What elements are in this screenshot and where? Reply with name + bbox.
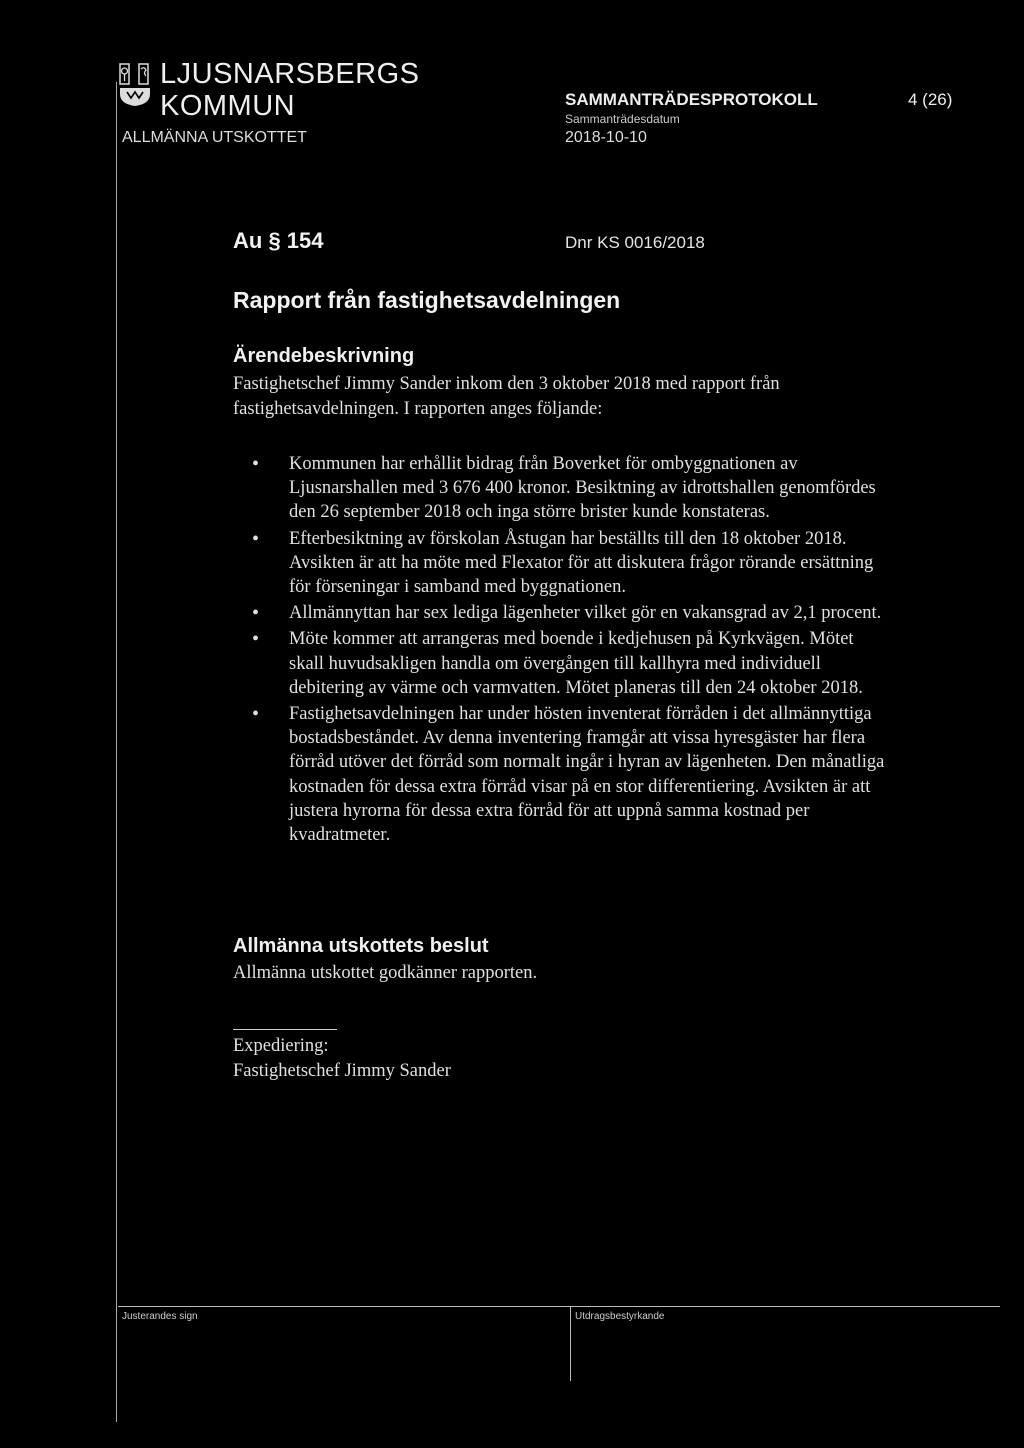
document-type: SAMMANTRÄDESPROTOKOLL — [565, 90, 818, 109]
decision-text: Allmänna utskottet godkänner rapporten. — [233, 963, 538, 983]
list-item: • Kommunen har erhållit bidrag från Boverket för ombyggnationen av Ljusnarshallen med 3 676 400 kronor. Besiktning av idrottshallen genomfördes den 26 september 2018 och inga större brister kunde konstateras. — [252, 452, 892, 525]
paragraph-number: Au § 154 — [233, 228, 324, 253]
page-title: Rapport från fastighetsavdelningen — [233, 287, 621, 313]
list-item: • Möte kommer att arrangeras med boende i kedjehusen på Kyrkvägen. Mötet skall huvudsakligen handla om övergången till kallhyra med individuell debitering av värme och varmvatten. Mötet planeras till den 24 oktober 2018. — [252, 627, 892, 700]
dispatch-recipient: Fastighetschef Jimmy Sander — [233, 1061, 451, 1081]
department-name: ALLMÄNNA UTSKOTTET — [122, 129, 307, 146]
list-item: • Efterbesiktning av förskolan Åstugan har beställts till den 18 oktober 2018. Avsikten är att ha möte med Flexator för att diskutera frågor rörande ersättning för förseningar i samband med byggnationen. — [252, 527, 892, 600]
page-number: 4 (26) — [908, 90, 953, 109]
signature-box-label: Justerandes sign — [122, 1311, 198, 1322]
certification-box-label: Utdragsbestyrkande — [575, 1311, 665, 1322]
list-item: • Allmännyttan har sex lediga lägenheter vilket gör en vakansgrad av 2,1 procent. — [252, 601, 892, 625]
footer-separator — [570, 1306, 571, 1381]
date-label: Sammanträdesdatum — [565, 112, 680, 126]
org-name-line2: KOMMUN — [160, 90, 296, 122]
org-name-line1: LJUSNARSBERGS — [160, 58, 420, 90]
list-item: • Fastighetsavdelningen har under hösten inventerat förråden i det allmännyttiga bostadsbeståndet. Av denna inventering framgår att vissa hyresgäster har flera förråd utöver det förråd som normalt ingår i hyran av lägenheten. Den månatliga kostnaden för dessa extra förråd visar på en stor differentiering. Avsikten är att justera hyrorna för dessa extra förråd för att uppnå samma kostnad per kvadratmeter. — [252, 702, 892, 847]
meeting-date: 2018-10-10 — [565, 129, 647, 146]
dispatch-label: Expediering: — [233, 1036, 329, 1056]
diary-number: Dnr KS 0016/2018 — [565, 233, 705, 252]
municipal-crest-icon — [118, 62, 152, 106]
decision-heading: Allmänna utskottets beslut — [233, 935, 489, 957]
description-intro: Fastighetschef Jimmy Sander inkom den 3 oktober 2018 med rapport från fastighetsavdelningen. I rapporten anges följande: — [233, 374, 780, 419]
description-heading: Ärendebeskrivning — [233, 345, 415, 367]
report-bullet-list — [252, 452, 892, 849]
divider — [233, 1029, 337, 1030]
footer-rule — [118, 1306, 1000, 1307]
margin-rule — [116, 82, 117, 1422]
